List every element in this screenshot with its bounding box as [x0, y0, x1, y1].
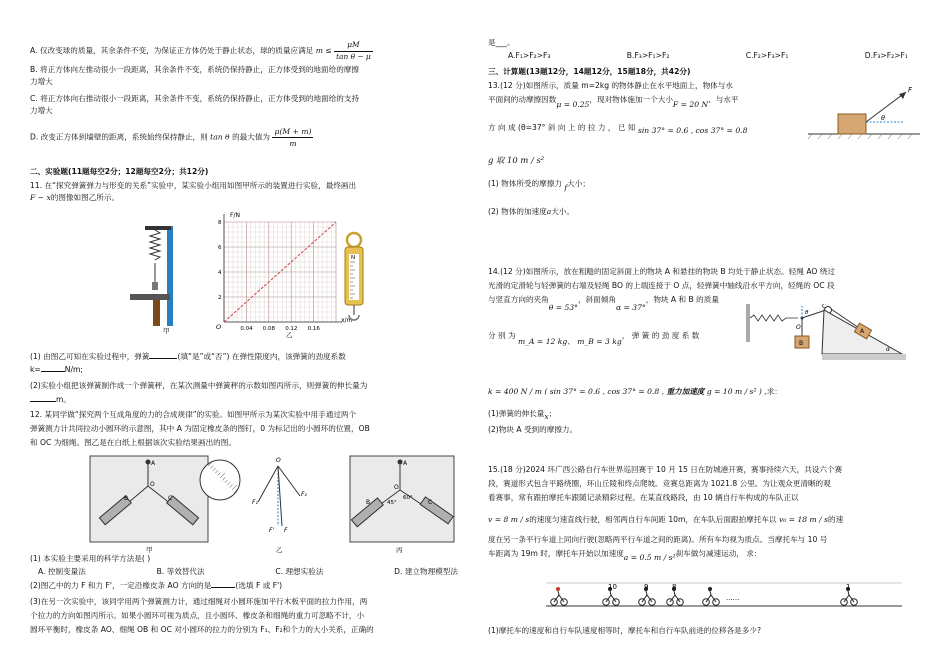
bing-label-b: B: [366, 499, 371, 506]
y-tick-label: 6: [218, 245, 222, 251]
block-m: [838, 114, 866, 134]
q15-stem-4: v = 8 m / s的速度匀速直线行驶，相邻两自行车间距 10m，在车队后面跟拍摩托车以 v₀ = 18 m / s的速: [488, 515, 844, 524]
fig-yi-caption: 乙: [276, 546, 283, 554]
q10-option-c-cont: 力增大: [30, 106, 53, 115]
bike-label-1: 1: [846, 583, 851, 591]
y-tick-label: 8: [218, 220, 222, 226]
q12-part-2: (2)图乙中的力 F 和力 F'，一定沿橡皮条 AO 方向的是 (选填 F 或 F'): [30, 581, 283, 590]
q12-part-3-2: 个拉力的方向如图丙所示。如果小圆环可视为质点，且小圆环、橡皮条和细绳的重力可忽略不计，小: [30, 611, 365, 620]
table-leg: [153, 300, 160, 326]
force-composition-figures: [88, 452, 458, 554]
board-jia: [90, 456, 208, 542]
q12-choice-d: D.F₃>F₂>F₁: [864, 51, 908, 60]
q12-part-3-3: 圆环平衡时，橡皮条 AO、细绳 OB 和 OC 对小圆环的拉力的分别为 F₁、F₂和个力的大小关系，正确的: [30, 625, 374, 634]
yi-label-o: O: [276, 457, 281, 464]
q14-label-theta: θ: [805, 310, 809, 316]
x-tick-label: 0.04: [240, 326, 253, 332]
q10-option-b-cont: 力增大: [30, 77, 53, 86]
q15-stem-6: 车距离为 19m 时，摩托车开始以加速度a = 0.5 m / s²刹车做匀减速运动， 求：: [488, 549, 762, 562]
q12-stem-3: 和 OC 为细绳。图乙是在白纸上根据该次实验结果画出的图。: [30, 438, 236, 447]
incline-base: [822, 354, 906, 360]
chart-x-label: x/m: [341, 317, 353, 324]
scale-unit: N: [351, 255, 356, 261]
bike-label-8: 8: [672, 583, 677, 591]
q14-part-2: (2)物块 A 受到的摩擦力。: [488, 425, 578, 434]
q15-stem-1: 15.(18 分)2024 环广西公路自行车世界巡回赛于 10 月 15 日在防城港开赛，赛事持续六天，共设六个赛: [488, 465, 843, 474]
q14-label-b: B: [799, 340, 804, 347]
q12-ending: 是___。: [488, 38, 515, 47]
q11-stem-1: 11. 在“探究弹簧弹力与形变的关系”实验中，某实验小组用如图甲所示的装置进行实验，最终画出: [30, 181, 357, 190]
fig-theta-label: θ: [881, 114, 885, 122]
bing-label-a: A: [403, 460, 408, 467]
fig-label-o: O: [150, 481, 155, 488]
spring-apparatus-figure: [125, 222, 195, 334]
label-jia: 甲: [163, 327, 170, 334]
vector-f1: [258, 466, 278, 502]
q12-options: [38, 566, 458, 577]
section-3-heading: 三、计算题(13题12分，14题12分，15题18分，共42分): [488, 67, 691, 76]
ruler-stand: [167, 226, 173, 326]
table-top: [130, 294, 170, 300]
q12-answer-options: [508, 50, 908, 61]
q15-stem-2: 段，赛道形式包含平路绕圈，环山丘陵和终点爬坡。竞赛总距离为 1021.8 公里。为让观众更清晰的观: [488, 479, 831, 488]
q13-gravity: g 取 10 m / s²: [488, 155, 545, 165]
scale-hook: [349, 305, 359, 320]
scale-ring: [347, 233, 361, 247]
q14-stem-1: 14.(12 分)如图所示，放在粗糙的固定斜面上的物块 A 和悬挂的物块 B 均处于静止状态。轻绳 AO 绕过: [488, 267, 835, 276]
f-x-chart: [206, 208, 356, 338]
q12-stem-1: 12. 某同学做“探究两个互成角度的力的合成规律”的实验。如图甲所示为某次实验中用手通过两个: [30, 410, 357, 419]
wall: [746, 304, 750, 342]
vector-fprime: [278, 466, 282, 526]
q12-choice-c: C.F₂>F₃>F₁: [745, 51, 789, 60]
q14-label-a: A: [860, 328, 865, 335]
q12-option-a: A. 控制变量法: [38, 567, 86, 576]
fig-bing-caption: 丙: [396, 546, 403, 554]
force-arrow: [866, 92, 906, 122]
q13-stem-3: 方 向 成 (θ=37° 斜 向 上 的 拉 力 ， 已 知 sin 37° = 0.6 , cos 37° = 0.8: [488, 123, 748, 135]
q14-stem-3: 与竖直方向的夹角θ = 53°，斜面倾角α = 37°，物块 A 和 B 的质量: [488, 295, 719, 312]
bing-label-c: C: [428, 499, 433, 506]
bike-label-10: 10: [608, 583, 617, 591]
bing-angle-2: 45°: [387, 500, 397, 506]
fig-label-b: B: [124, 495, 129, 502]
q12-stem-2: 弹簧测力计共同拉动小圆环的示意图，其中 A 为固定橡皮条的图钉，0 为标记出的小圆环的位置，OB: [30, 424, 370, 433]
chart-y-label: F/N: [230, 212, 240, 219]
bike-label-dots: ......: [726, 594, 740, 602]
q13-stem-1: 13.(12 分)如图所示，质量 m=2kg 的物体静止在水平地面上，物体与水: [488, 81, 733, 90]
q15-figure: [546, 580, 902, 614]
spring-scale-figure: [336, 230, 372, 334]
yi-label-f1: F₁: [252, 499, 258, 506]
hook-weight: [152, 282, 158, 290]
spring: [750, 315, 798, 321]
q11-part-2-cont: m。: [30, 394, 71, 405]
q15-stem-5: 度在另一条平行车道上同向行驶(忽略两平行车道之间的距离)。所有车均视为质点。当摩托车与 10 号: [488, 535, 828, 544]
q14-stem-2: 光滑的定滑轮与轻弹簧的右端及轻绳 BO 的上端连接于 O 点，轻弹簧中轴线沿水平方向，轻绳的 OC 段: [488, 281, 835, 290]
x-tick-label: 0.16: [307, 326, 320, 332]
q12-part-3-1: (3)在另一次实验中，该同学用两个弹簧测力计，通过细绳对小圆环施加平行木板平面的拉力作用，两: [30, 597, 368, 606]
motorcycle-icon: [551, 587, 568, 605]
q15-stem-3: 看赛事，常有跟拍摩托车跟随记录精彩过程。在某直线路段，由 10 辆自行车构成的车队正以: [488, 493, 799, 502]
fig-label-c: C: [168, 495, 173, 502]
q11-part-1-cont: k= N/m;: [30, 365, 83, 374]
q12-choice-b: B.F₃>F₁>F₂: [626, 51, 670, 60]
q13-stem-2: 平面间的动摩擦因数μ = 0.25，现对物体施加一个大小F = 20 N、与水平: [488, 95, 739, 109]
chart-origin: O: [216, 323, 222, 331]
q12-option-c: C. 理想实验法: [275, 567, 324, 576]
q10-option-c: C. 将正方体向右推动很小一段距离，其余条件不变，系统仍保持静止，正方体受到的地面给的支持: [30, 94, 360, 103]
bike-7-icon: [703, 587, 720, 605]
section-2-heading: 二、实验题(11题每空2分；12题每空2分；共12分): [30, 167, 209, 176]
q12-option-b: B. 等效替代法: [156, 567, 205, 576]
clamp: [145, 226, 171, 230]
x-tick-label: 0.08: [262, 326, 276, 332]
q11-part-2: (2)实验小组把该弹簧制作成一个弹簧秤，在某次测量中弹簧秤的示数如图丙所示，则弹簧的伸长量为: [30, 381, 368, 390]
q11-stem-2: F − x的图像如图乙所示。: [30, 193, 120, 202]
q10-option-a: A. 仅改变球的质量，其余条件不变，为保证正方体仍处于静止状态，球的质量应满足 m ≤ $\frac{\mu M}{\text{tan θ − μ}}$: [30, 40, 371, 61]
q14-stem-5: k = 400 N / m ( sin 37° = 0.6 , cos 37° = 0.8 , 重力加速度 g = 10 m / s² ) ,求：: [488, 387, 782, 396]
yi-label-f: F: [284, 527, 288, 534]
fig-label-a: A: [151, 460, 156, 467]
magnifier-circle: [200, 460, 240, 500]
label-yi: 乙: [286, 331, 293, 338]
bike-label-9: 9: [644, 583, 649, 591]
q11-part-1: (1) 由图乙可知在实验过程中，弹簧 (填“是”或“否”) 在弹性限度内，该弹簧的劲度系数: [30, 352, 346, 361]
y-tick-label: 4: [218, 270, 222, 276]
spring-coil: [150, 230, 160, 260]
q14-label-alpha: α: [886, 346, 890, 353]
q14-label-o: O: [796, 324, 801, 331]
vector-f2: [278, 466, 300, 496]
q12-choice-a: A.F₁>F₂>F₃: [508, 51, 551, 60]
q12-option-d: D. 建立物理模型法: [394, 567, 458, 576]
y-tick-label: 2: [218, 295, 222, 301]
q10-option-d: D. 改变正方体到墙壁的距离，系统始终保持静止，则 tan θ 的最大值为 $\frac{\mu(M + m)}{m}$: [30, 127, 312, 148]
q13-part-2: (2) 物体的加速度a大小。: [488, 207, 575, 216]
yi-label-fp: F': [269, 527, 275, 534]
q12-part-1: (1) 本实验主要采用的科学方法是( ): [30, 554, 151, 563]
q14-label-c: C: [822, 304, 827, 310]
q10-option-b: B. 将正方体向左推动很小一段距离，其余条件不变，系统仍保持静止，正方体受到的地面给的摩擦: [30, 65, 359, 74]
fig-force-label: F: [908, 86, 913, 94]
q14-figure: [746, 304, 908, 362]
yi-label-f2: F₂: [301, 491, 307, 498]
q14-stem-4: 分 别 为 m_A = 12 kg、 m_B = 3 kg， 弹 簧 的 劲 度 系 数: [488, 331, 700, 346]
bing-label-o: O: [394, 484, 399, 491]
x-tick-label: 0.12: [285, 326, 298, 332]
q14-part-1: (1)弹簧的伸长量x；: [488, 409, 557, 421]
q13-figure: [808, 80, 920, 140]
fig-jia-caption: 甲: [146, 546, 153, 554]
bing-angle-1: 60°: [403, 495, 413, 501]
q15-part-1: (1)摩托车的速度和自行车队速度相等时，摩托车和自行车队前进的位移各是多少?: [488, 626, 761, 635]
q13-part-1: (1) 物体所受的摩擦力 f大小；: [488, 179, 590, 192]
